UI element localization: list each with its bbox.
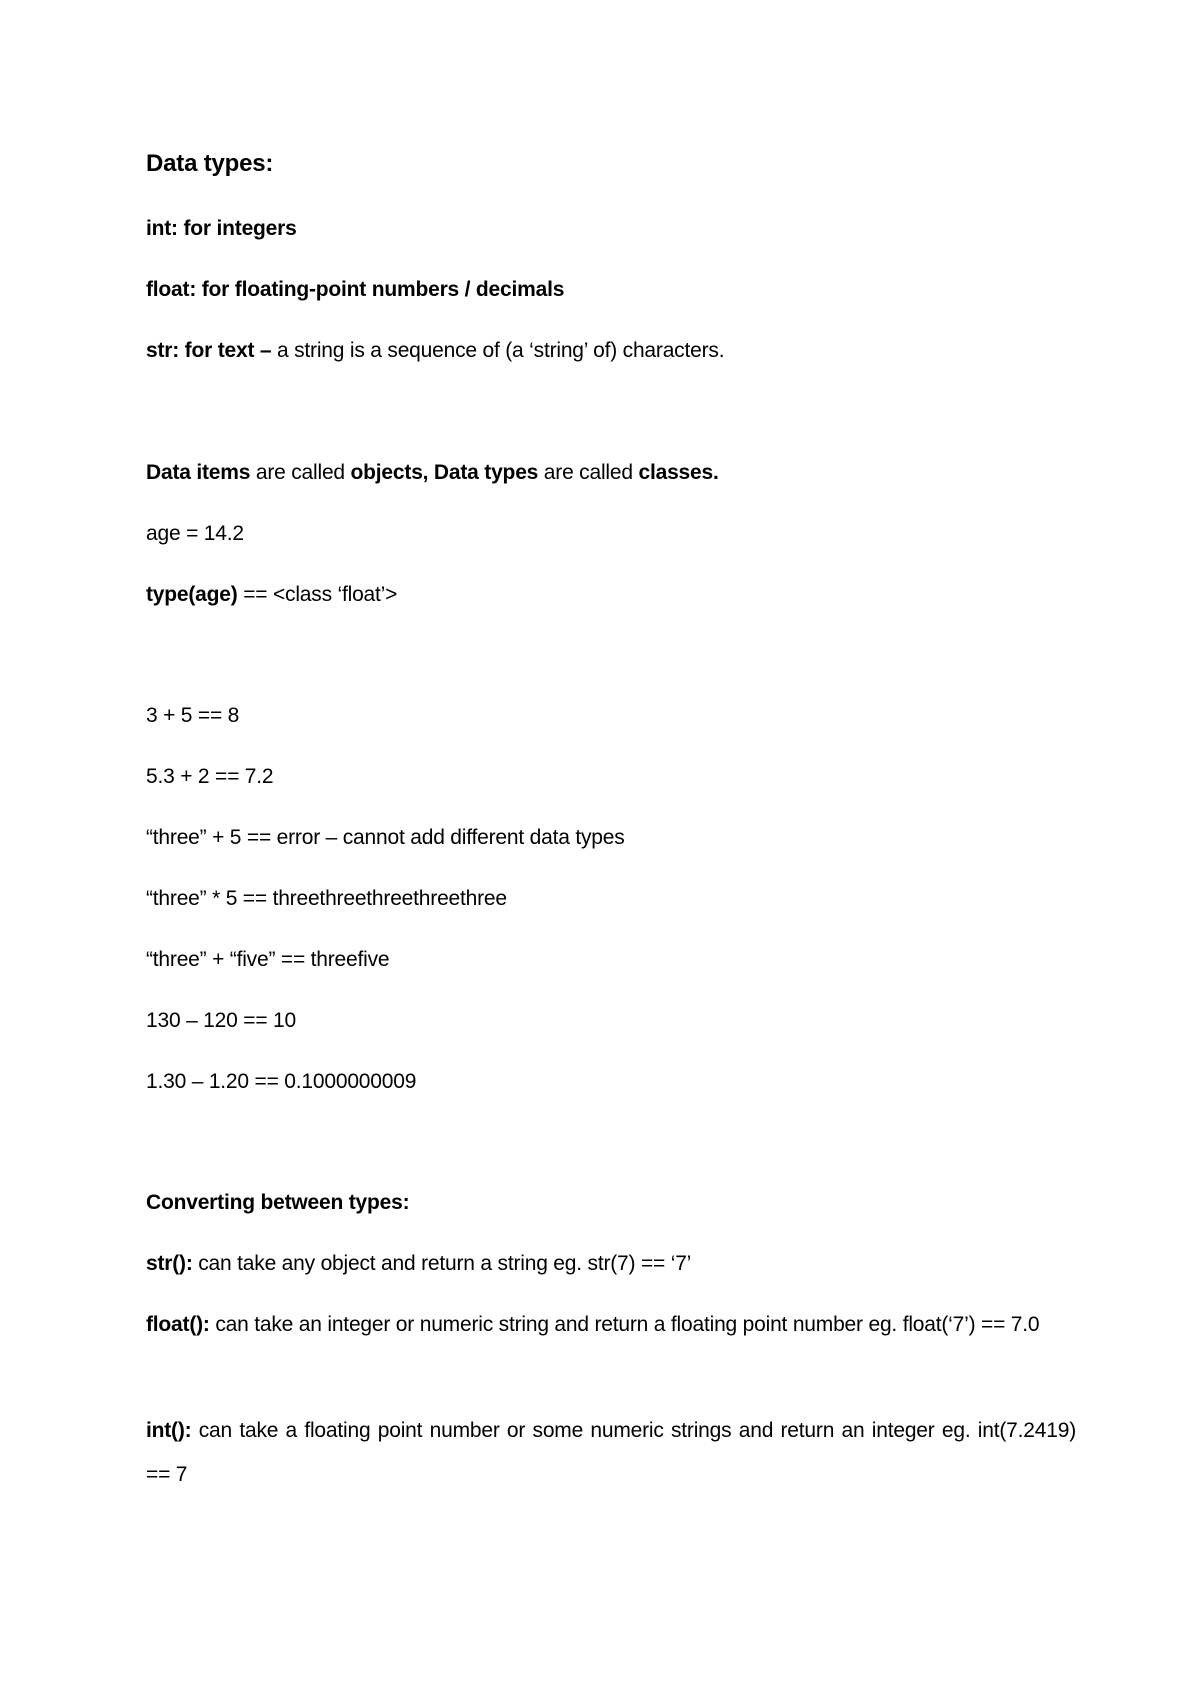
- example-line: 1.30 – 1.20 == 0.1000000009: [146, 1070, 417, 1093]
- type-str-label: str: for text –: [146, 339, 272, 362]
- example-line: 3 + 5 == 8: [146, 704, 240, 727]
- type-float-label: float: for floating-point numbers / decimals: [146, 278, 565, 301]
- example-line: 5.3 + 2 == 7.2: [146, 765, 274, 788]
- convert-str-label: str():: [146, 1252, 193, 1275]
- convert-float-text: can take an integer or numeric string and return a floating point number eg. float(‘7’) == 7.0: [209, 1313, 1040, 1336]
- objects-p1: Data items: [146, 461, 251, 484]
- age-assignment: age = 14.2: [146, 522, 244, 545]
- type-int-label: int: for integers: [146, 217, 297, 240]
- type-call-bold: type(age): [146, 583, 238, 606]
- convert-float-line: [146, 1303, 1076, 1347]
- converting-heading: Converting between types:: [146, 1191, 410, 1214]
- type-str-text: a string is a sequence of (a ‘string’ of) characters.: [271, 339, 725, 362]
- objects-p2: are called: [250, 461, 351, 484]
- type-str-line: [146, 338, 1076, 364]
- objects-p5: classes.: [638, 461, 719, 484]
- convert-str-line: [146, 1251, 1076, 1277]
- type-call-line: [146, 582, 1076, 608]
- page-title: Data types:: [146, 150, 274, 177]
- example-line: “three” * 5 == threethreethreethreethree: [146, 887, 507, 910]
- example-line: “three” + 5 == error – cannot add different data types: [146, 826, 625, 849]
- convert-int-line: [146, 1409, 1076, 1497]
- convert-str-text: can take any object and return a string eg. str(7) == ‘7’: [192, 1252, 692, 1275]
- convert-int-text: can take a floating point number or some numeric strings and return an integer eg. int(7.2419) == 7: [146, 1419, 1076, 1486]
- type-int-line: [146, 216, 1076, 242]
- objects-p3: objects, Data types: [350, 461, 539, 484]
- type-call-rest: == <class ‘float’>: [237, 583, 398, 606]
- example-line: 130 – 120 == 10: [146, 1009, 296, 1032]
- example-line: “three” + “five” == threefive: [146, 948, 390, 971]
- convert-float-label: float():: [146, 1313, 210, 1336]
- objects-p4: are called: [538, 461, 639, 484]
- type-float-line: [146, 277, 1076, 303]
- convert-int-label: int():: [146, 1419, 192, 1442]
- objects-classes-line: [146, 460, 1076, 486]
